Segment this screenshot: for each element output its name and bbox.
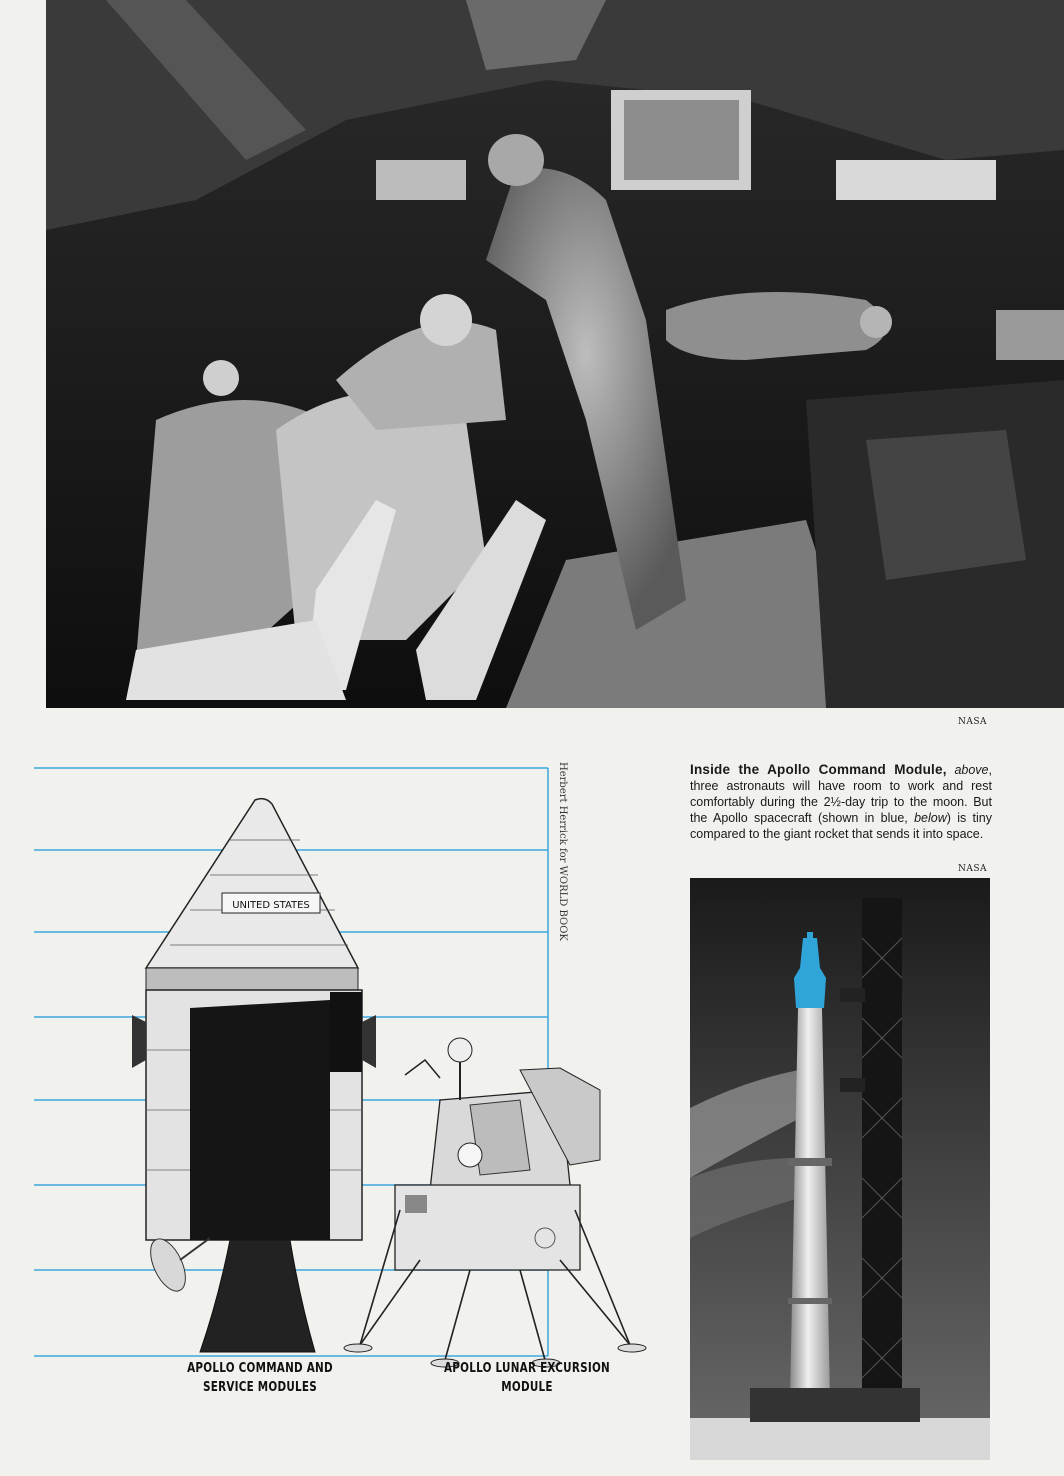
apollo-modules-diagram	[0, 760, 690, 1400]
command-module-interior-photo	[46, 0, 1064, 708]
caption-heading: Inside the Apollo Command Module,	[690, 762, 947, 777]
caption: Inside the Apollo Command Module, above, three astronauts will have room to work and rest comfortably during the 2½-day trip to the moon. But the Apollo spacecraft (shown in blue, below) is tiny compared to the giant rocket that sends it into space.	[690, 762, 992, 841]
artist-credit: Herbert Herrick for WORLD BOOK	[557, 762, 568, 941]
label-lunar-excursion-module: APOLLO LUNAR EXCURSION MODULE	[444, 1361, 610, 1395]
photo-credit-rocket: NASA	[958, 864, 988, 874]
rocket-launch-photo	[690, 878, 990, 1460]
hull-text: UNITED STATES	[232, 900, 310, 911]
label-command-service-modules: APOLLO COMMAND AND SERVICE MODULES	[187, 1361, 333, 1395]
photo-credit-top: NASA	[958, 717, 988, 727]
lunar-module-drawing	[344, 1038, 646, 1367]
